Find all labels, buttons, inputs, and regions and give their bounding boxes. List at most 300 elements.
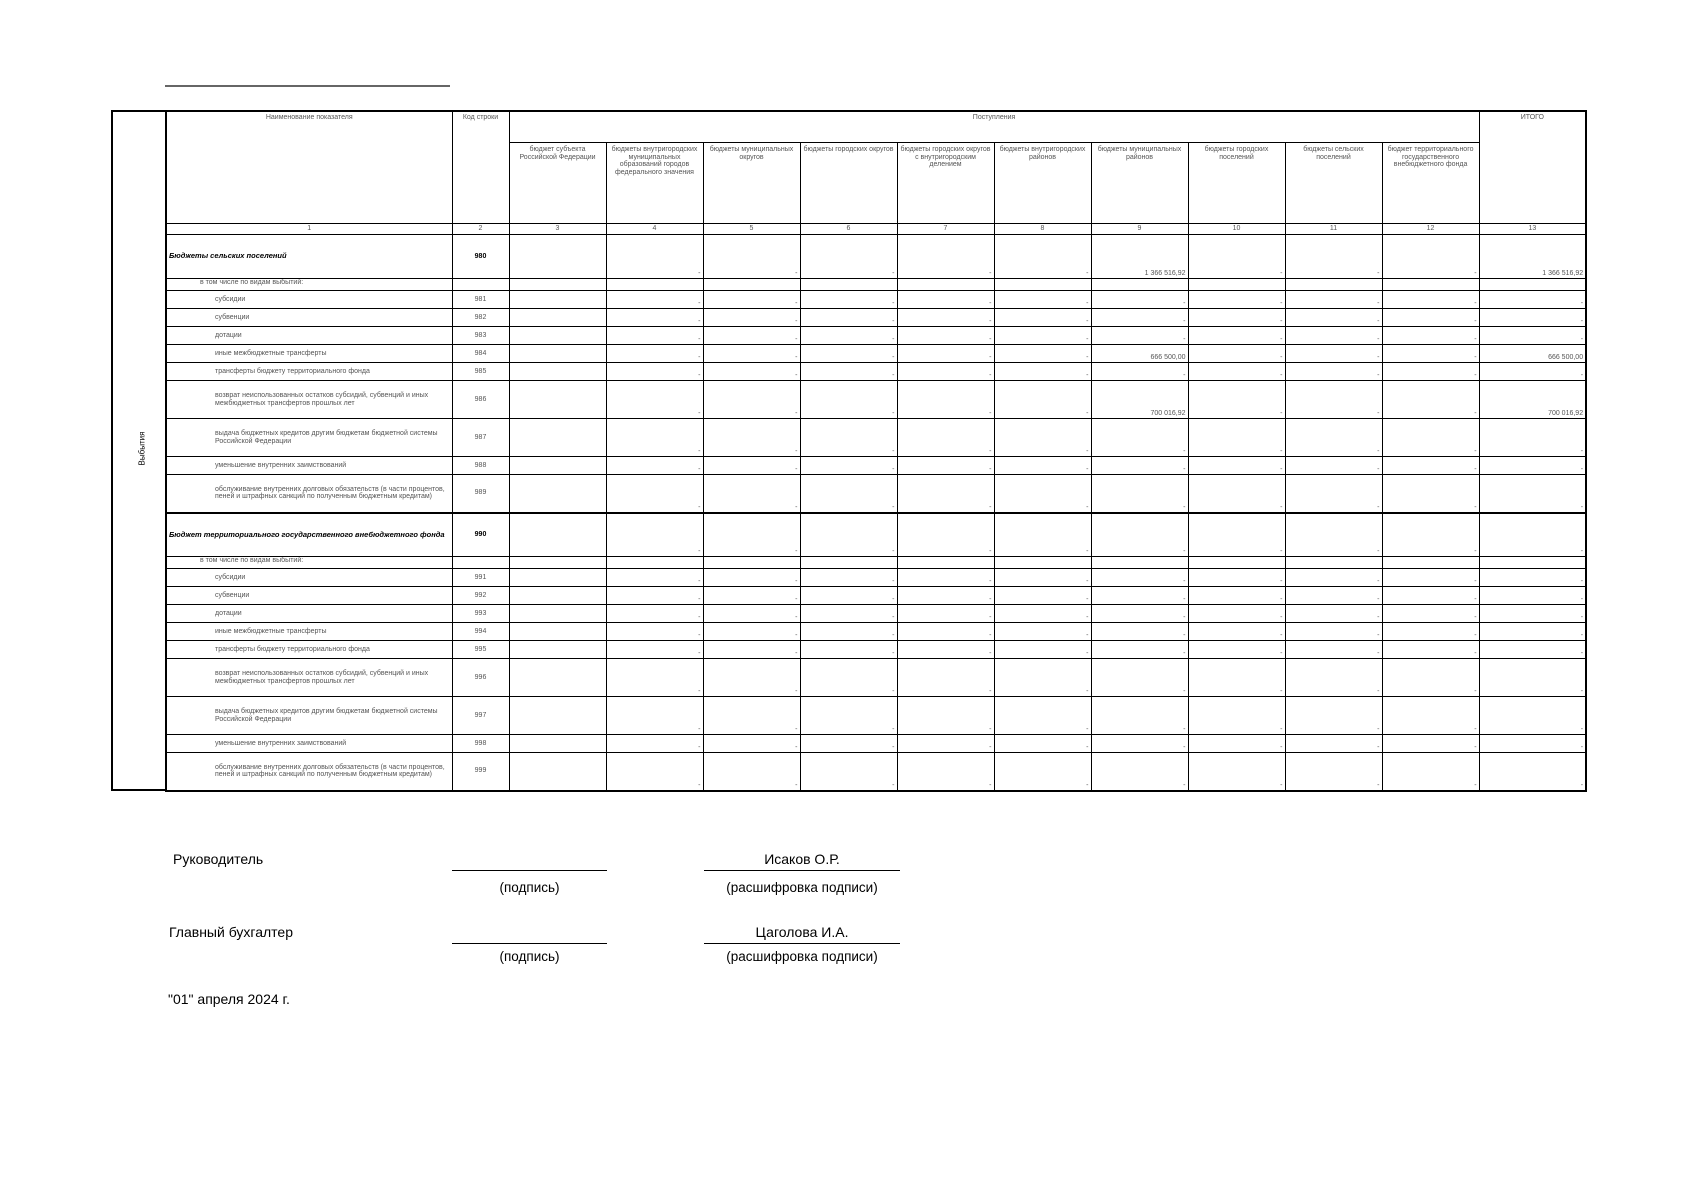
row-value: -: [1091, 475, 1188, 513]
row-value: -: [1188, 327, 1285, 345]
column-number: 2: [452, 224, 509, 235]
header-subcol: бюджеты муниципальных округов: [703, 143, 800, 224]
row-value: -: [606, 697, 703, 735]
row-name: иные межбюджетные трансферты: [166, 623, 452, 641]
row-value: -: [800, 587, 897, 605]
row-value: -: [1091, 291, 1188, 309]
row-name: дотации: [166, 327, 452, 345]
row-name: субвенции: [166, 587, 452, 605]
row-value: -: [1382, 345, 1479, 363]
row-value: -: [1285, 753, 1382, 791]
head-name-line: [704, 870, 900, 871]
row-value: -: [703, 345, 800, 363]
table-row: [166, 641, 1586, 659]
row-code: 997: [452, 697, 509, 735]
row-value: -: [606, 475, 703, 513]
row-code: 983: [452, 327, 509, 345]
row-value: [1479, 279, 1586, 291]
column-number: 1: [166, 224, 452, 235]
row-value: -: [1091, 457, 1188, 475]
row-value: -: [1479, 753, 1586, 791]
row-value: -: [606, 569, 703, 587]
row-value: -: [1091, 309, 1188, 327]
row-value: -: [897, 475, 994, 513]
header-subcol: бюджеты сельских поселений: [1285, 143, 1382, 224]
row-name: обслуживание внутренних долговых обязательств (в части процентов, пеней и штрафных санкций по полученным бюджетным кредитам): [166, 475, 452, 513]
row-value: -: [1285, 623, 1382, 641]
row-name: уменьшение внутренних заимствований: [166, 457, 452, 475]
row-code: 990: [452, 513, 509, 557]
table-row: [166, 659, 1586, 697]
row-value: [509, 279, 606, 291]
row-value: -: [703, 735, 800, 753]
header-subcol: бюджеты городских округов: [800, 143, 897, 224]
row-value: -: [1479, 697, 1586, 735]
row-value: -: [800, 235, 897, 279]
row-value: 700 016,92: [1091, 381, 1188, 419]
row-value: -: [606, 309, 703, 327]
row-value: -: [897, 291, 994, 309]
row-value: 666 500,00: [1479, 345, 1586, 363]
row-value: -: [1188, 753, 1285, 791]
row-value: -: [1091, 419, 1188, 457]
row-value: [1285, 557, 1382, 569]
row-value: -: [800, 735, 897, 753]
chief-name-line: [704, 943, 900, 944]
row-value: -: [1188, 697, 1285, 735]
row-value: -: [1382, 513, 1479, 557]
row-value: -: [703, 327, 800, 345]
row-value: [1382, 557, 1479, 569]
row-value: -: [1091, 623, 1188, 641]
row-value: -: [800, 659, 897, 697]
row-value: 700 016,92: [1479, 381, 1586, 419]
row-value: -: [994, 457, 1091, 475]
row-value: -: [606, 327, 703, 345]
row-value: -: [1188, 513, 1285, 557]
row-code: 986: [452, 381, 509, 419]
row-value: -: [800, 605, 897, 623]
row-name: выдача бюджетных кредитов другим бюджетам бюджетной системы Российской Федерации: [166, 697, 452, 735]
row-value: -: [606, 363, 703, 381]
row-value: [509, 475, 606, 513]
row-value: -: [1479, 457, 1586, 475]
row-value: -: [994, 309, 1091, 327]
column-number: 4: [606, 224, 703, 235]
row-value: [1188, 557, 1285, 569]
row-value: [897, 557, 994, 569]
row-value: -: [994, 419, 1091, 457]
row-value: -: [1382, 569, 1479, 587]
row-value: -: [1382, 457, 1479, 475]
row-value: [1188, 279, 1285, 291]
row-value: [509, 569, 606, 587]
row-value: -: [1382, 381, 1479, 419]
row-value: [509, 381, 606, 419]
row-name: иные межбюджетные трансферты: [166, 345, 452, 363]
row-value: 1 366 516,92: [1479, 235, 1586, 279]
row-value: -: [1285, 513, 1382, 557]
row-value: [1091, 279, 1188, 291]
table-row: [166, 381, 1586, 419]
row-value: -: [606, 291, 703, 309]
row-value: -: [1382, 753, 1479, 791]
row-value: -: [1479, 735, 1586, 753]
table-row: [166, 291, 1586, 309]
chief-label: Главный бухгалтер: [169, 924, 293, 940]
row-value: [509, 235, 606, 279]
row-value: -: [606, 735, 703, 753]
table-row: [166, 753, 1586, 791]
row-name: в том числе по видам выбытий:: [166, 557, 452, 569]
row-value: -: [897, 735, 994, 753]
header-receipts: Поступления: [509, 111, 1479, 143]
table-row: [166, 345, 1586, 363]
row-value: -: [1285, 381, 1382, 419]
row-code: 993: [452, 605, 509, 623]
row-value: -: [1091, 513, 1188, 557]
row-value: -: [703, 605, 800, 623]
row-value: -: [703, 457, 800, 475]
row-code: 996: [452, 659, 509, 697]
row-value: -: [1091, 587, 1188, 605]
row-value: -: [1382, 291, 1479, 309]
row-value: -: [1479, 363, 1586, 381]
row-value: -: [1382, 641, 1479, 659]
chief-decode-caption: (расшифровка подписи): [726, 949, 878, 964]
row-value: -: [1479, 327, 1586, 345]
row-value: [509, 697, 606, 735]
row-value: -: [1382, 587, 1479, 605]
table-row: [166, 235, 1586, 279]
row-name: субсидии: [166, 569, 452, 587]
row-value: -: [1188, 345, 1285, 363]
row-value: [509, 363, 606, 381]
row-value: [1091, 557, 1188, 569]
row-name: трансферты бюджету территориального фонда: [166, 641, 452, 659]
row-value: -: [994, 363, 1091, 381]
row-value: -: [1382, 327, 1479, 345]
table-row: [166, 569, 1586, 587]
row-name: Бюджет территориального государственного внебюджетного фонда: [166, 513, 452, 557]
row-value: -: [994, 753, 1091, 791]
row-value: [897, 279, 994, 291]
row-code: 988: [452, 457, 509, 475]
row-name: субвенции: [166, 309, 452, 327]
row-value: -: [800, 345, 897, 363]
row-name: выдача бюджетных кредитов другим бюджетам бюджетной системы Российской Федерации: [166, 419, 452, 457]
report-table: [165, 110, 1587, 792]
row-value: -: [897, 569, 994, 587]
row-value: -: [800, 381, 897, 419]
row-value: -: [703, 569, 800, 587]
row-value: -: [800, 697, 897, 735]
row-code: 980: [452, 235, 509, 279]
row-value: [509, 309, 606, 327]
table-row: [166, 557, 1586, 569]
row-value: -: [800, 457, 897, 475]
row-value: -: [1285, 735, 1382, 753]
row-value: [994, 557, 1091, 569]
row-value: [509, 513, 606, 557]
row-value: -: [1285, 235, 1382, 279]
row-value: [509, 753, 606, 791]
row-value: -: [994, 587, 1091, 605]
row-value: -: [800, 753, 897, 791]
row-value: -: [606, 235, 703, 279]
row-value: -: [897, 363, 994, 381]
column-number: 9: [1091, 224, 1188, 235]
row-value: [606, 557, 703, 569]
row-value: -: [994, 327, 1091, 345]
column-number: 10: [1188, 224, 1285, 235]
row-value: -: [994, 605, 1091, 623]
table-row: [166, 623, 1586, 641]
table-row: [166, 279, 1586, 291]
row-value: [703, 279, 800, 291]
table-row: [166, 363, 1586, 381]
row-value: -: [1188, 659, 1285, 697]
top-rule: [165, 85, 450, 87]
row-name: возврат неиспользованных остатков субсидий, субвенций и иных межбюджетных трансфертов прошлых лет: [166, 381, 452, 419]
row-value: -: [1188, 381, 1285, 419]
row-value: -: [897, 513, 994, 557]
table-row: [166, 697, 1586, 735]
row-name: возврат неиспользованных остатков субсидий, субвенций и иных межбюджетных трансфертов прошлых лет: [166, 659, 452, 697]
row-value: -: [1091, 569, 1188, 587]
column-number: 5: [703, 224, 800, 235]
row-value: -: [1382, 605, 1479, 623]
row-value: -: [703, 697, 800, 735]
row-value: [800, 557, 897, 569]
row-value: [1382, 279, 1479, 291]
row-value: [509, 735, 606, 753]
row-value: -: [994, 569, 1091, 587]
row-value: -: [606, 457, 703, 475]
row-value: -: [703, 641, 800, 659]
row-value: [509, 587, 606, 605]
row-value: [509, 623, 606, 641]
row-value: -: [897, 345, 994, 363]
head-label: Руководитель: [173, 851, 264, 867]
row-name: трансферты бюджету территориального фонда: [166, 363, 452, 381]
row-value: -: [606, 419, 703, 457]
row-value: -: [703, 623, 800, 641]
row-value: -: [1188, 309, 1285, 327]
row-value: -: [897, 419, 994, 457]
row-value: -: [800, 513, 897, 557]
row-value: -: [1285, 641, 1382, 659]
row-value: -: [1091, 327, 1188, 345]
row-code: 982: [452, 309, 509, 327]
row-value: -: [1285, 569, 1382, 587]
row-value: -: [994, 641, 1091, 659]
row-value: -: [1188, 457, 1285, 475]
header-subcol: бюджеты городских поселений: [1188, 143, 1285, 224]
row-code: [452, 279, 509, 291]
row-value: [606, 279, 703, 291]
row-value: [1479, 557, 1586, 569]
header-code: Код строки: [452, 111, 509, 224]
row-value: -: [1382, 475, 1479, 513]
row-value: [509, 291, 606, 309]
row-value: -: [1285, 457, 1382, 475]
row-value: -: [994, 697, 1091, 735]
head-sign-line: [452, 870, 607, 871]
row-value: -: [606, 753, 703, 791]
row-value: -: [1382, 659, 1479, 697]
row-value: -: [1188, 475, 1285, 513]
row-value: -: [1285, 291, 1382, 309]
row-value: -: [897, 623, 994, 641]
column-number: 3: [509, 224, 606, 235]
header-total: ИТОГО: [1479, 111, 1586, 224]
row-value: -: [1188, 641, 1285, 659]
row-value: -: [897, 381, 994, 419]
row-value: -: [1188, 569, 1285, 587]
table-row: [166, 605, 1586, 623]
row-value: 1 366 516,92: [1091, 235, 1188, 279]
row-value: -: [1091, 753, 1188, 791]
row-value: -: [897, 753, 994, 791]
row-value: -: [1382, 309, 1479, 327]
row-name: Бюджеты сельских поселений: [166, 235, 452, 279]
row-value: -: [994, 235, 1091, 279]
row-value: -: [1091, 605, 1188, 623]
column-number: 6: [800, 224, 897, 235]
row-code: 987: [452, 419, 509, 457]
row-value: -: [800, 291, 897, 309]
row-name: обслуживание внутренних долговых обязательств (в части процентов, пеней и штрафных санкций по полученным бюджетным кредитам): [166, 753, 452, 791]
row-value: -: [1479, 475, 1586, 513]
row-value: -: [1479, 419, 1586, 457]
row-value: -: [800, 569, 897, 587]
row-code: 985: [452, 363, 509, 381]
table-row: [166, 419, 1586, 457]
row-name: дотации: [166, 605, 452, 623]
row-value: -: [1479, 513, 1586, 557]
row-name: в том числе по видам выбытий:: [166, 279, 452, 291]
row-value: -: [897, 327, 994, 345]
row-value: -: [1479, 569, 1586, 587]
row-value: -: [994, 659, 1091, 697]
row-value: [1285, 279, 1382, 291]
row-value: -: [1285, 363, 1382, 381]
header-subcol: бюджеты муниципальных районов: [1091, 143, 1188, 224]
header-subcol: бюджеты городских округов с внутригородским делением: [897, 143, 994, 224]
row-value: -: [800, 309, 897, 327]
row-value: -: [1188, 419, 1285, 457]
row-value: -: [994, 291, 1091, 309]
column-number: 13: [1479, 224, 1586, 235]
row-value: -: [994, 475, 1091, 513]
header-subcol: бюджет субъекта Российской Федерации: [509, 143, 606, 224]
row-value: -: [1285, 475, 1382, 513]
table-row: [166, 309, 1586, 327]
row-value: -: [1382, 235, 1479, 279]
row-name: субсидии: [166, 291, 452, 309]
head-decode-caption: (расшифровка подписи): [726, 880, 878, 895]
row-code: 998: [452, 735, 509, 753]
row-value: -: [703, 291, 800, 309]
row-value: -: [1285, 659, 1382, 697]
row-value: -: [994, 513, 1091, 557]
row-value: -: [703, 475, 800, 513]
row-value: -: [1285, 587, 1382, 605]
row-code: 995: [452, 641, 509, 659]
row-code: 989: [452, 475, 509, 513]
row-value: -: [897, 605, 994, 623]
row-value: [509, 345, 606, 363]
row-code: 991: [452, 569, 509, 587]
table-row: [166, 735, 1586, 753]
row-value: -: [606, 345, 703, 363]
row-value: -: [1479, 291, 1586, 309]
row-value: [509, 641, 606, 659]
row-value: -: [1188, 605, 1285, 623]
table-row: [166, 457, 1586, 475]
row-value: -: [1285, 697, 1382, 735]
row-value: -: [1479, 605, 1586, 623]
row-value: [509, 327, 606, 345]
table-row: [166, 475, 1586, 513]
row-code: 981: [452, 291, 509, 309]
row-value: -: [1091, 641, 1188, 659]
row-value: -: [703, 309, 800, 327]
chief-sign-line: [452, 943, 607, 944]
row-value: [509, 605, 606, 623]
row-value: -: [606, 605, 703, 623]
row-value: -: [1188, 587, 1285, 605]
column-number: 7: [897, 224, 994, 235]
table-row: [166, 513, 1586, 557]
row-value: -: [994, 735, 1091, 753]
row-value: -: [1285, 309, 1382, 327]
row-value: -: [1091, 659, 1188, 697]
row-value: -: [1382, 363, 1479, 381]
row-value: -: [1188, 735, 1285, 753]
row-value: -: [606, 513, 703, 557]
report-date: "01" апреля 2024 г.: [168, 991, 290, 1007]
row-value: -: [1188, 235, 1285, 279]
row-value: -: [1479, 309, 1586, 327]
row-value: -: [1382, 623, 1479, 641]
row-value: [994, 279, 1091, 291]
row-value: -: [800, 419, 897, 457]
row-value: -: [703, 753, 800, 791]
column-number: 12: [1382, 224, 1479, 235]
row-value: -: [1285, 605, 1382, 623]
row-value: -: [1091, 697, 1188, 735]
row-value: -: [1479, 641, 1586, 659]
head-name: Исаков О.Р.: [764, 851, 840, 867]
chief-name: Цаголова И.А.: [755, 924, 849, 940]
row-value: -: [1188, 363, 1285, 381]
row-value: -: [1382, 419, 1479, 457]
row-value: -: [703, 363, 800, 381]
row-code: 994: [452, 623, 509, 641]
row-name: уменьшение внутренних заимствований: [166, 735, 452, 753]
chief-sign-caption: (подпись): [499, 949, 560, 964]
row-value: -: [800, 641, 897, 659]
row-value: -: [703, 381, 800, 419]
row-value: [703, 557, 800, 569]
row-value: 666 500,00: [1091, 345, 1188, 363]
row-code: [452, 557, 509, 569]
row-value: -: [1188, 623, 1285, 641]
side-label: Выбытия: [137, 431, 147, 466]
row-value: [509, 659, 606, 697]
